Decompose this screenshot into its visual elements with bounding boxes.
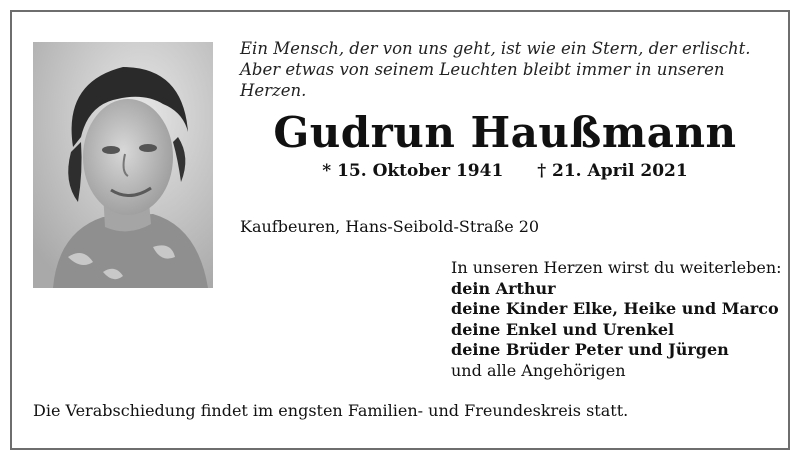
death-date: † 21. April 2021 — [537, 161, 688, 181]
farewell-notice: Die Verabschiedung findet im engsten Familien- und Freundeskreis statt. — [33, 401, 629, 420]
quote-line-2: Aber etwas von seinem Leuchten bleibt immer in unseren Herzen. — [240, 60, 725, 100]
deceased-name: Gudrun Haußmann — [273, 108, 737, 157]
mourner-line: dein Arthur — [451, 278, 556, 298]
life-dates — [300, 161, 710, 181]
mourners-list — [451, 258, 782, 381]
portrait-photo — [33, 42, 213, 288]
address: Kaufbeuren, Hans-Seibold-Straße 20 — [240, 217, 540, 236]
mourners-closing: und alle Angehörigen — [451, 360, 626, 380]
memorial-quote — [240, 38, 780, 101]
birth-date: * 15. Oktober 1941 — [322, 161, 504, 181]
mourner-line: deine Enkel und Urenkel — [451, 319, 675, 339]
mourner-line: deine Kinder Elke, Heike und Marco — [451, 299, 779, 318]
quote-line-1: Ein Mensch, der von uns geht, ist wie ein Stern, der erlischt. — [240, 39, 751, 58]
mourners-intro: In unseren Herzen wirst du weiterleben: — [451, 258, 782, 277]
mourner-line: deine Brüder Peter und Jürgen — [451, 340, 729, 359]
